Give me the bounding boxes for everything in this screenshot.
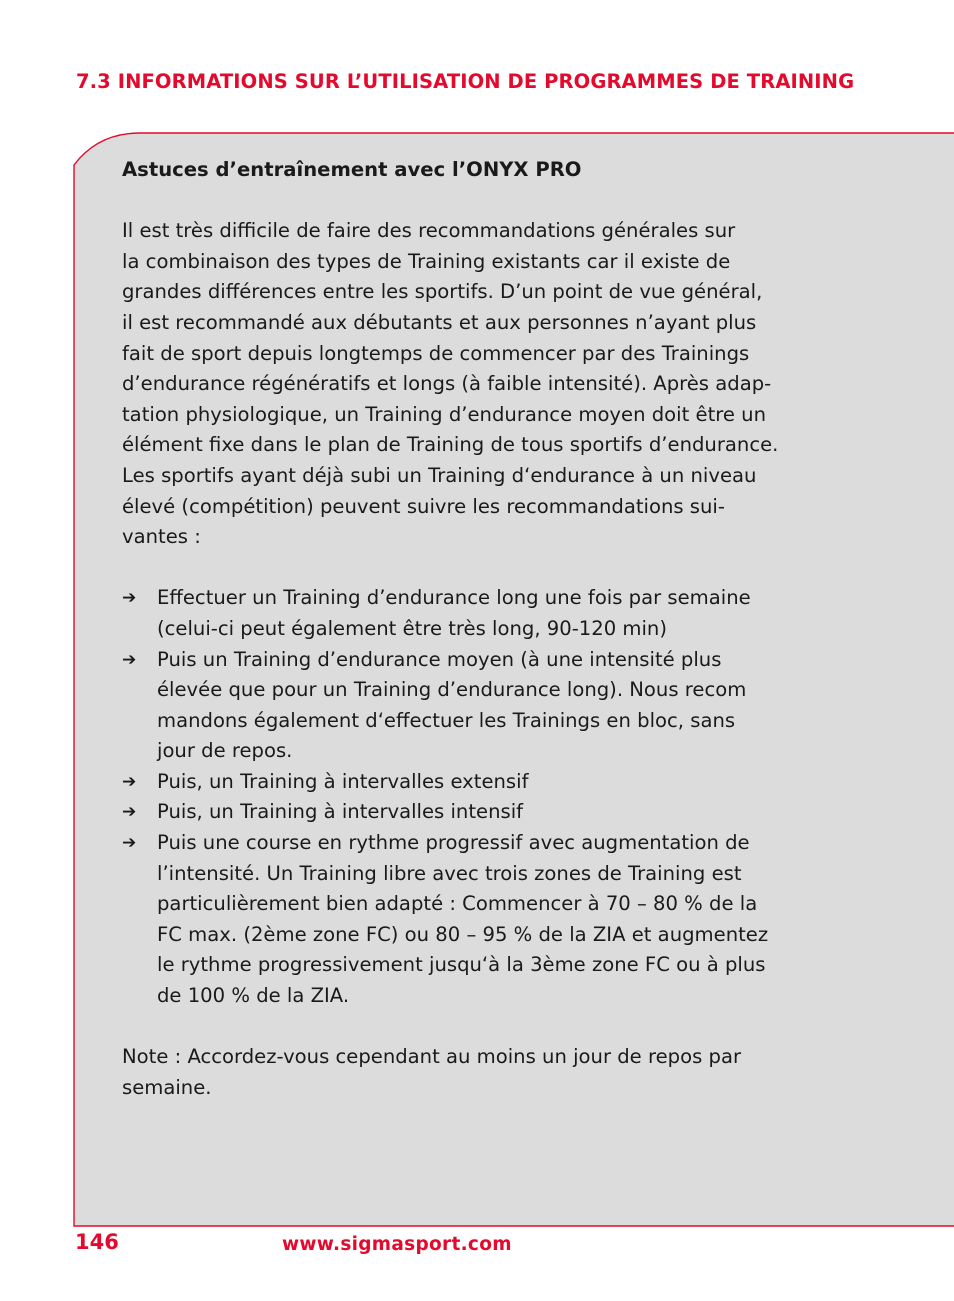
- intro-line: il est recommandé aux débutants et aux personnes n’ayant plus: [122, 310, 757, 334]
- arrow-right-icon: ➔: [122, 833, 137, 854]
- arrow-right-icon: ➔: [122, 802, 137, 823]
- list-item: [122, 767, 842, 798]
- list-item-line: élevée que pour un Training d’endurance long). Nous recom: [157, 678, 747, 702]
- intro-line: vantes :: [122, 525, 201, 549]
- box-title: Astuces d’entraînement avec l’ONYX PRO: [122, 158, 582, 181]
- page-number: 146: [75, 1230, 119, 1254]
- list-item-line: Effectuer un Training d’endurance long une fois par semaine: [157, 586, 751, 610]
- list-item-line: le rythme progressivement jusqu‘à la 3ème zone FC ou à plus: [157, 953, 766, 977]
- list-item-line: de 100 % de la ZIA.: [157, 984, 350, 1008]
- intro-line: élément fixe dans le plan de Training de tous sportifs d’endurance.: [122, 433, 779, 457]
- arrow-right-icon: ➔: [122, 649, 137, 670]
- list-item-line: l’intensité. Un Training libre avec trois zones de Training est: [157, 861, 742, 885]
- intro-paragraph: [122, 216, 842, 553]
- list-item-line: Puis, un Training à intervalles intensif: [157, 800, 524, 824]
- intro-line: Il est très difficile de faire des recommandations générales sur: [122, 219, 736, 243]
- intro-line: Les sportifs ayant déjà subi un Training d‘endurance à un niveau: [122, 463, 757, 487]
- list-item: [122, 828, 842, 1012]
- intro-line: la combinaison des types de Training existants car il existe de: [122, 249, 731, 273]
- intro-line: tation physiologique, un Training d’endurance moyen doit être un: [122, 402, 766, 426]
- list-item: [122, 645, 842, 767]
- list-item-line: FC max. (2ème zone FC) ou 80 – 95 % de la ZIA et augmentez: [157, 922, 769, 946]
- list-item-line: particulièrement bien adapté : Commencer à 70 – 80 % de la: [157, 892, 758, 916]
- list-item: [122, 797, 842, 828]
- section-title: 7.3 INFORMATIONS SUR L’UTILISATION DE PROGRAMMES DE TRAINING: [76, 70, 855, 93]
- list-item-line: jour de repos.: [157, 739, 293, 763]
- intro-line: grandes différences entre les sportifs. D’un point de vue général,: [122, 280, 763, 304]
- note-paragraph: [122, 1042, 842, 1103]
- website-link[interactable]: www.sigmasport.com: [282, 1234, 512, 1255]
- note-line: Note : Accordez-vous cependant au moins un jour de repos par: [122, 1045, 742, 1069]
- list-item-line: (celui-ci peut également être très long, 90-120 min): [157, 616, 667, 640]
- list-item-line: Puis un Training d’endurance moyen (à une intensité plus: [157, 647, 722, 671]
- intro-line: fait de sport depuis longtemps de commencer par des Trainings: [122, 341, 750, 365]
- list-item-line: mandons également d‘effectuer les Trainings en bloc, sans: [157, 708, 736, 732]
- note-line: semaine.: [122, 1075, 212, 1099]
- intro-line: élevé (compétition) peuvent suivre les recommandations sui-: [122, 494, 725, 518]
- list-item: [122, 583, 842, 644]
- arrow-right-icon: ➔: [122, 588, 137, 609]
- intro-line: d’endurance régénératifs et longs (à faible intensité). Après adap-: [122, 372, 772, 396]
- recommendation-list: [122, 583, 842, 1011]
- list-item-line: Puis, un Training à intervalles extensif: [157, 769, 529, 793]
- arrow-right-icon: ➔: [122, 771, 137, 792]
- info-panel: [122, 155, 842, 1103]
- list-item-line: Puis une course en rythme progressif avec augmentation de: [157, 831, 750, 855]
